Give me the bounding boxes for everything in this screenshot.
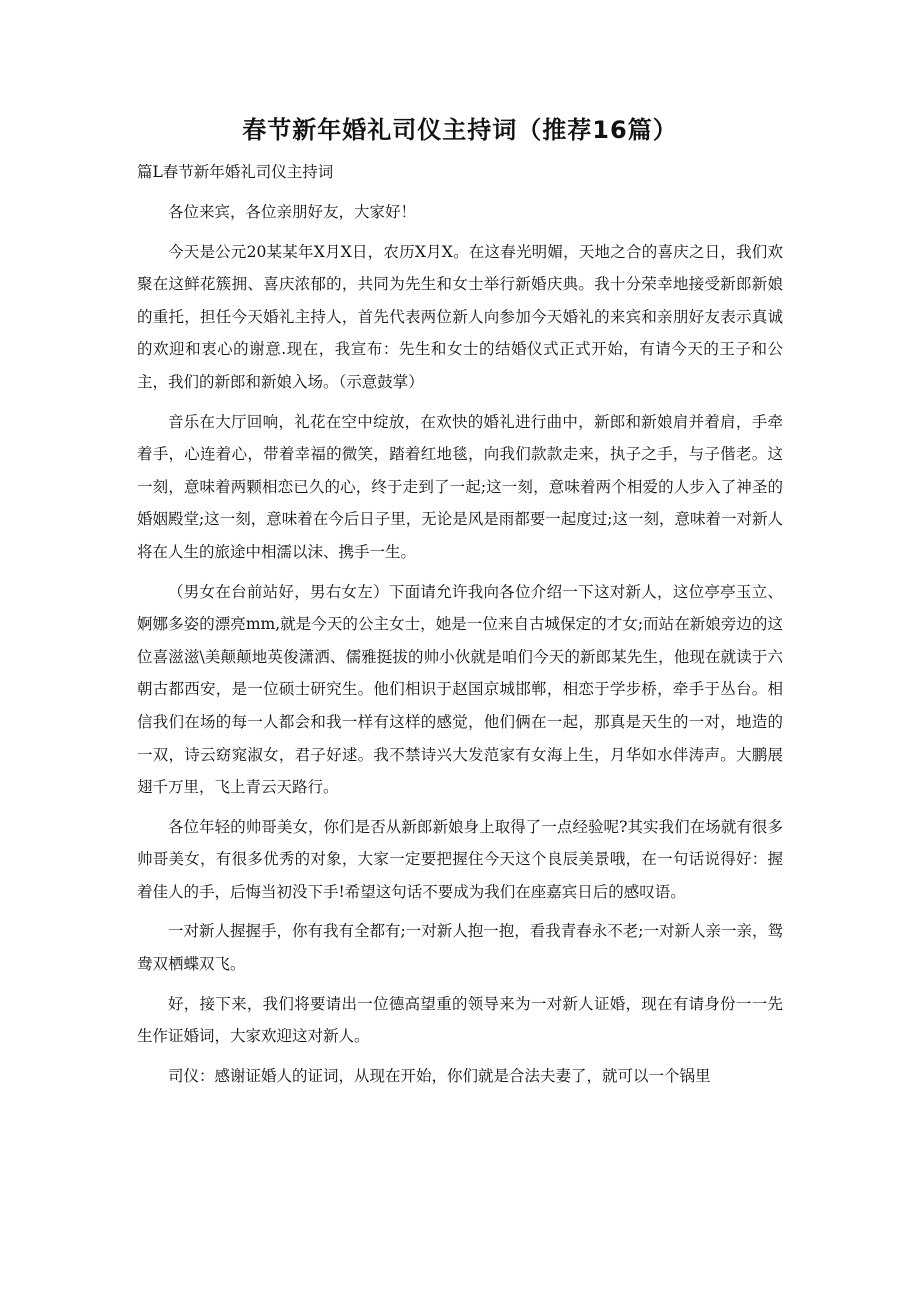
paragraph: 司仪：感谢证婚人的证词，从现在开始，你们就是合法夫妻了，就可以一个锅里: [168, 1066, 711, 1085]
paragraph: 各位来宾，各位亲朋好友，大家好！: [168, 203, 417, 221]
document-title: 春节新年婚礼司仪主持词（推荐16篇）: [242, 116, 678, 144]
paragraph: 音乐在大厅回响，礼花在空中绽放，在欢快的婚礼进行曲中，新郎和新娘肩并着肩，手牵着手，心连着心，带着幸福的微笑，踏着红地毯，向我们款款走来，执子之手，与子偕老。这一刻，意味着两颗相恋已久的心，终于走到了一起;这一刻，意味着两个相爱的人步入了神圣的婚姻殿堂;这一刻，意味着在今后日子里，无论是风是雨都要一起度过;这一刻，意味着一对新人将在人生的旅途中相濡以沫、携手一生。: [137, 412, 783, 561]
document-body: [137, 196, 783, 1092]
paragraph: 今天是公元20某某年X月X日，农历X月X。在这春光明媚，天地之合的喜庆之日，我们欢聚在这鲜花簇拥、喜庆浓郁的，共同为先生和女士举行新婚庆典。我十分荣幸地接受新郎新娘的重托，担任今天婚礼主持人，首先代表两位新人向参加今天婚礼的来宾和亲朋好友表示真诚的欢迎和衷心的谢意.现在，我宣布：先生和女士的结婚仪式正式开始，有请今天的王子和公主，我们的新郎和新娘入场。（示意鼓掌）: [137, 242, 783, 391]
paragraph: 各位年轻的帅哥美女，你们是否从新郎新娘身上取得了一点经验呢?其实我们在场就有很多帅哥美女，有很多优秀的对象，大家一定要把握住今天这个良辰美景哦，在一句话说得好：握着佳人的手，后悔当初没下手!希望这句话不要成为我们在座嘉宾日后的感叹语。: [137, 817, 783, 901]
paragraph: 一对新人握握手，你有我有全都有;一对新人抱一抱，看我青春永不老;一对新人亲一亲，鸳鸯双栖蝶双飞。: [137, 922, 783, 974]
section-heading: 篇L春节新年婚礼司仪主持词: [137, 163, 334, 181]
paragraph: （男女在台前站好，男右女左）下面请允许我向各位介绍一下这对新人，这位亭亭玉立、婀娜多姿的漂亮mm,就是今天的公主女士，她是一位来自古城保定的才女;而站在新娘旁边的这位喜滋滋\美颠颠地英俊潇洒、儒雅挺拔的帅小伙就是咱们今天的新郎某先生，他现在就读于六朝古都西安，是一位硕士研究生。他们相识于赵国京城邯郸，相恋于学步桥，牵手于丛台。相信我们在场的每一人都会和我一样有这样的感觉，他们俩在一起，那真是天生的一对，地造的一双，诗云窈窕淑女，君子好逑。我不禁诗兴大发范家有女海上生，月华如水伴涛声。大鹏展翅千万里，飞上青云天路行。: [137, 582, 783, 797]
paragraph: 好，接下来，我们将要请出一位德高望重的领导来为一对新人证婚，现在有请身份一一先生作证婚词，大家欢迎这对新人。: [137, 994, 783, 1046]
